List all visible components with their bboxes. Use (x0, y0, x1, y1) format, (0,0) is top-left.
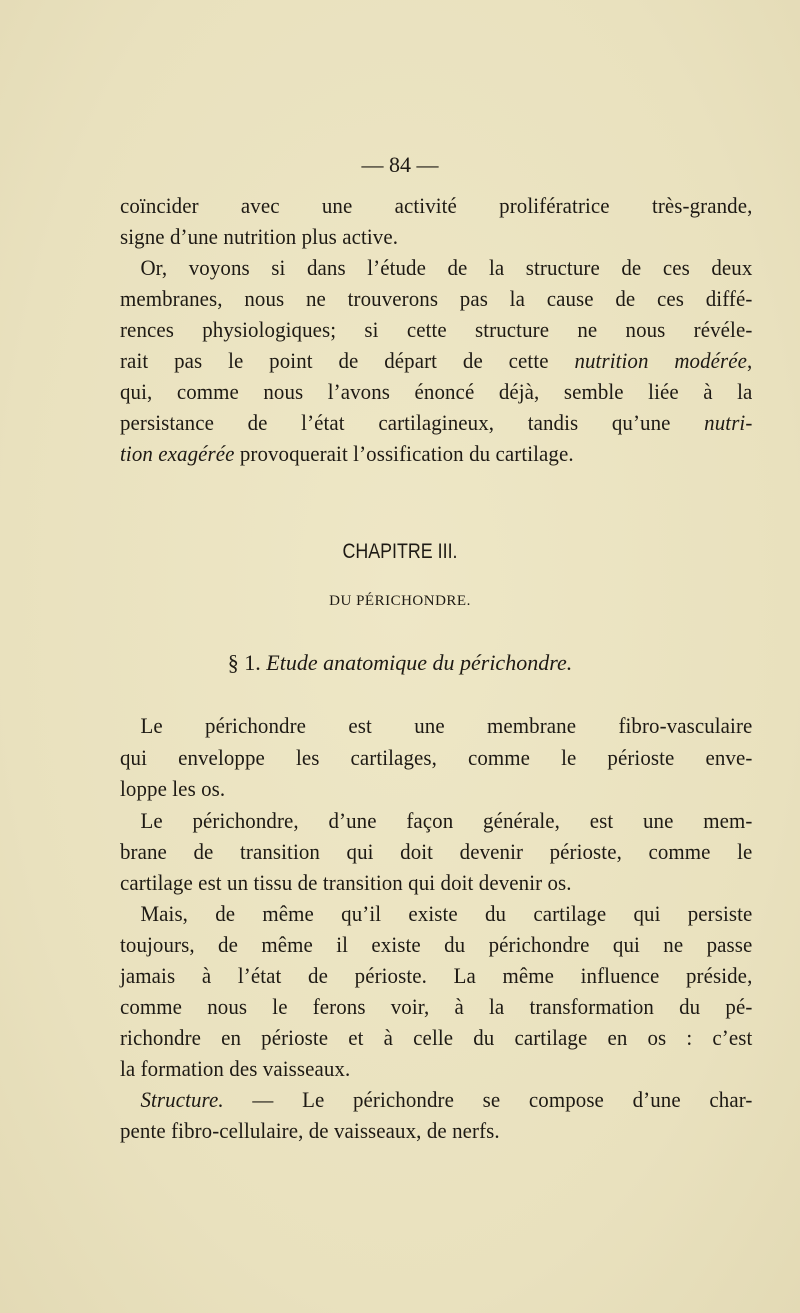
text-line: richondre en périoste et à celle du cartilage en os : c’est (120, 1025, 753, 1050)
italic-segment: nutri- (704, 410, 753, 435)
text-line: brane de transition qui doit devenir périoste, comme le (120, 839, 753, 864)
text-line: qui enveloppe les cartilages, comme le périoste enve- (120, 745, 753, 770)
text-line (120, 1086, 752, 1114)
italic-segment: Structure. (140, 1087, 224, 1112)
text-line: coïncider avec une activité prolifératrice très-grande, (120, 193, 753, 218)
text-line: jamais à l’état de périoste. La même influence préside, (120, 963, 753, 988)
text-line: cartilage est un tissu de transition qui doit devenir os. (120, 870, 572, 895)
text-line (120, 409, 752, 437)
italic-segment: nutrition modérée (574, 348, 748, 373)
text-line (120, 440, 752, 468)
text-line: Le périchondre est une membrane fibro-vasculaire (140, 713, 753, 738)
text-line: comme nous le ferons voir, à la transformation du pé- (120, 994, 753, 1019)
section-heading (0, 650, 800, 676)
text-line: pente fibro-cellulaire, de vaisseaux, de nerfs. (120, 1118, 500, 1143)
text-segment: — Le périchondre se compose d’une char- (223, 1087, 753, 1112)
page-number: — 84 — (361, 152, 439, 177)
text-segment: provoquerait l’ossification du cartilage. (234, 441, 574, 466)
text-line: la formation des vaisseaux. (120, 1056, 351, 1081)
text-segment: , (747, 348, 753, 373)
chapter-subtitle: DU PÉRICHONDRE. (329, 593, 471, 609)
text-line (120, 347, 752, 375)
text-line: qui, comme nous l’avons énoncé déjà, semble liée à la (120, 379, 753, 404)
text-line: signe d’une nutrition plus active. (120, 224, 399, 249)
text-line: toujours, de même il existe du périchondre qui ne passe (120, 932, 753, 957)
text-line: rences physiologiques; si cette structure ne nous révéle- (120, 317, 753, 342)
text-line: loppe les os. (120, 776, 226, 801)
text-line: Or, voyons si dans l’étude de la structure de ces deux (140, 255, 753, 280)
section-number: § 1. (227, 650, 267, 675)
text-line: Le périchondre, d’une façon générale, est une mem- (140, 808, 753, 833)
chapter-title: CHAPITRE III. (342, 540, 458, 563)
text-line: Mais, de même qu’il existe du cartilage qui persiste (140, 901, 753, 926)
section-title: Etude anatomique du périchondre. (266, 650, 573, 675)
text-line: membranes, nous ne trouverons pas la cause de ces diffé- (120, 286, 753, 311)
italic-segment: tion exagérée (120, 441, 235, 466)
text-segment: persistance de l’état cartilagineux, tandis qu’une (120, 410, 705, 435)
text-segment: rait pas le point de départ de cette (120, 348, 575, 373)
